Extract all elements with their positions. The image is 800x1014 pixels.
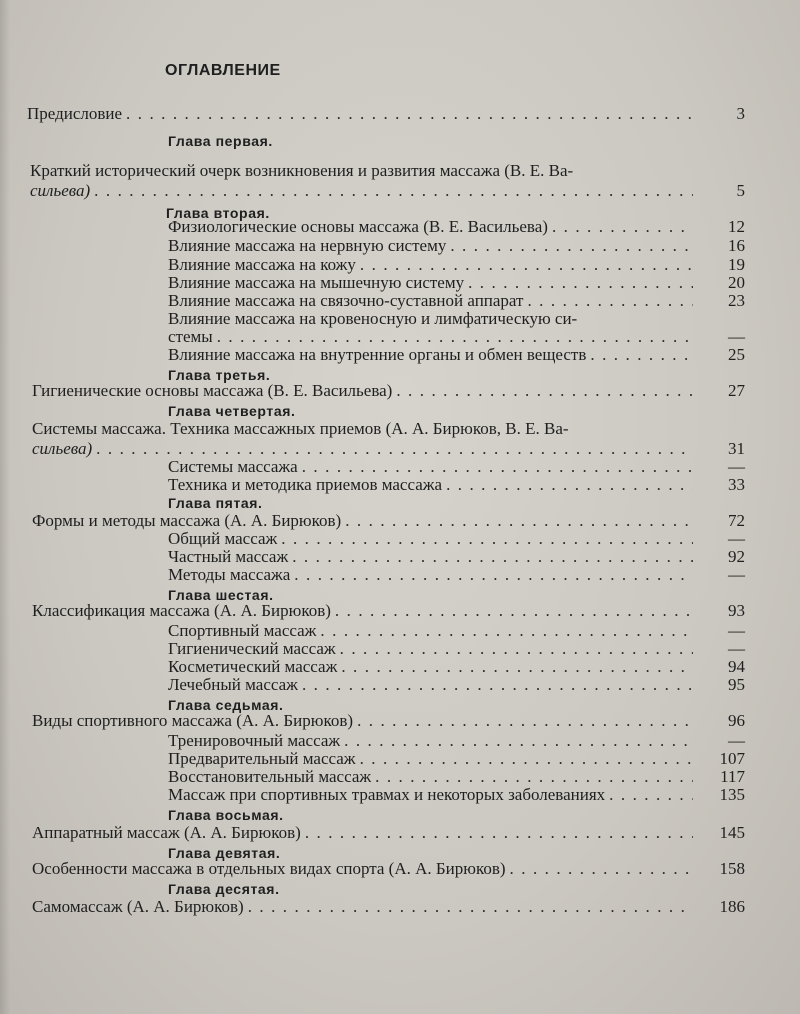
toc-entry: Влияние массажа на нервную систему . . . 16	[168, 235, 745, 257]
toc-entry: Особенности массажа в отдельных видах спорта (А. А. Бирюков) . . . 158	[32, 858, 745, 880]
page-number: 107	[719, 749, 745, 768]
toc-entry: Влияние массажа на кожу . . . 19	[168, 254, 745, 276]
toc-entry: Восстановительный массаж . . . 117	[168, 766, 745, 788]
page-number: 5	[736, 181, 745, 200]
toc-entry: Спортивный массаж . . . —	[168, 620, 745, 642]
toc-entry: Аппаратный массаж (А. А. Бирюков) . . . 145	[32, 822, 745, 844]
page-number: 33	[728, 475, 745, 494]
toc-entry: Гигиенические основы массажа (В. Е. Васильева) . . . 27	[32, 380, 745, 402]
toc-entry: Частный массаж . . . 92	[168, 546, 745, 568]
page-number: —	[728, 639, 745, 658]
page-title: ОГЛАВЛЕНИЕ	[165, 62, 281, 79]
page-number: —	[728, 327, 745, 346]
toc-entry-line: Системы массажа. Техника массажных приемов (А. А. Бирюков, В. Е. Ва-	[32, 419, 569, 438]
page-number: 117	[720, 767, 745, 786]
chapter-heading: Глава десятая.	[168, 881, 280, 897]
page-number: 3	[736, 104, 745, 123]
toc-entry-line: Влияние массажа на кровеносную и лимфатическую си-	[168, 309, 578, 328]
page-number: —	[728, 529, 745, 548]
toc-entry: Предисловие . . . 3	[27, 103, 745, 125]
page-number: 135	[719, 785, 745, 804]
toc-entry: Тренировочный массаж . . . —	[168, 730, 745, 752]
toc-entry: Лечебный массаж . . . 95	[168, 674, 745, 696]
page-number: 94	[728, 657, 745, 676]
page-number: —	[728, 731, 745, 750]
page-number: 31	[728, 439, 745, 458]
page-number: 145	[719, 823, 745, 842]
toc-entry: Техника и методика приемов массажа . . . 33	[168, 474, 745, 496]
toc-entry: Общий массаж . . . —	[168, 528, 745, 550]
toc-entry: Классификация массажа (А. А. Бирюков) . . . 93	[32, 600, 745, 622]
toc-entry: Виды спортивного массажа (А. А. Бирюков) . . . 96	[32, 710, 745, 732]
toc-entry: Косметический массаж . . . 94	[168, 656, 745, 678]
page-number: —	[728, 621, 745, 640]
chapter-heading: Глава восьмая.	[168, 807, 284, 823]
page-number: 92	[728, 547, 745, 566]
page-number: 93	[728, 601, 745, 620]
page-number: 95	[728, 675, 745, 694]
page-number: 19	[728, 255, 745, 274]
chapter-heading: Глава пятая.	[168, 495, 263, 511]
page-number: 186	[719, 897, 745, 916]
toc-entry: Методы массажа . . . —	[168, 564, 745, 586]
toc-entry: сильева) . . . 5	[30, 180, 745, 202]
toc-entry: Формы и методы массажа (А. А. Бирюков) . . . 72	[32, 510, 745, 532]
page-number: 96	[728, 711, 745, 730]
page-number: 27	[728, 381, 745, 400]
toc-entry: Влияние массажа на связочно-суставной аппарат . . . 23	[168, 290, 745, 312]
chapter-heading: Глава вторая.	[166, 205, 270, 221]
page-number: 23	[728, 291, 745, 310]
page-number: —	[728, 565, 745, 584]
page-number: 158	[719, 859, 745, 878]
page-number: 12	[728, 217, 745, 236]
page-number: —	[728, 457, 745, 476]
chapter-heading: Глава третья.	[168, 367, 271, 383]
toc-entry-line: Краткий исторический очерк возникновения и развития массажа (В. Е. Ва-	[30, 161, 574, 180]
chapter-heading: Глава четвертая.	[168, 403, 296, 419]
toc-entry: Системы массажа . . . —	[168, 456, 745, 478]
toc-entry: стемы . . . —	[168, 326, 745, 348]
page-number: 16	[728, 236, 745, 255]
toc-entry: Физиологические основы массажа (В. Е. Васильева) . . . 12	[168, 216, 745, 238]
toc-entry: сильева) . . . 31	[32, 438, 745, 460]
toc-entry: Массаж при спортивных травмах и некоторых заболеваниях . . . 135	[168, 784, 745, 806]
page-number: 20	[728, 273, 745, 292]
chapter-heading: Глава девятая.	[168, 845, 281, 861]
toc-entry: Влияние массажа на мышечную систему . . . 20	[168, 272, 745, 294]
toc-entry: Предварительный массаж . . . 107	[168, 748, 745, 770]
toc-entry: Самомассаж (А. А. Бирюков) . . . 186	[32, 896, 745, 918]
chapter-heading: Глава седьмая.	[168, 697, 284, 713]
toc-entry: Влияние массажа на внутренние органы и обмен веществ . . . 25	[168, 344, 745, 366]
chapter-heading: Глава шестая.	[168, 587, 274, 603]
page-number: 72	[728, 511, 745, 530]
page-number: 25	[728, 345, 745, 364]
chapter-heading: Глава первая.	[168, 133, 273, 149]
toc-entry: Гигиенический массаж . . . —	[168, 638, 745, 660]
